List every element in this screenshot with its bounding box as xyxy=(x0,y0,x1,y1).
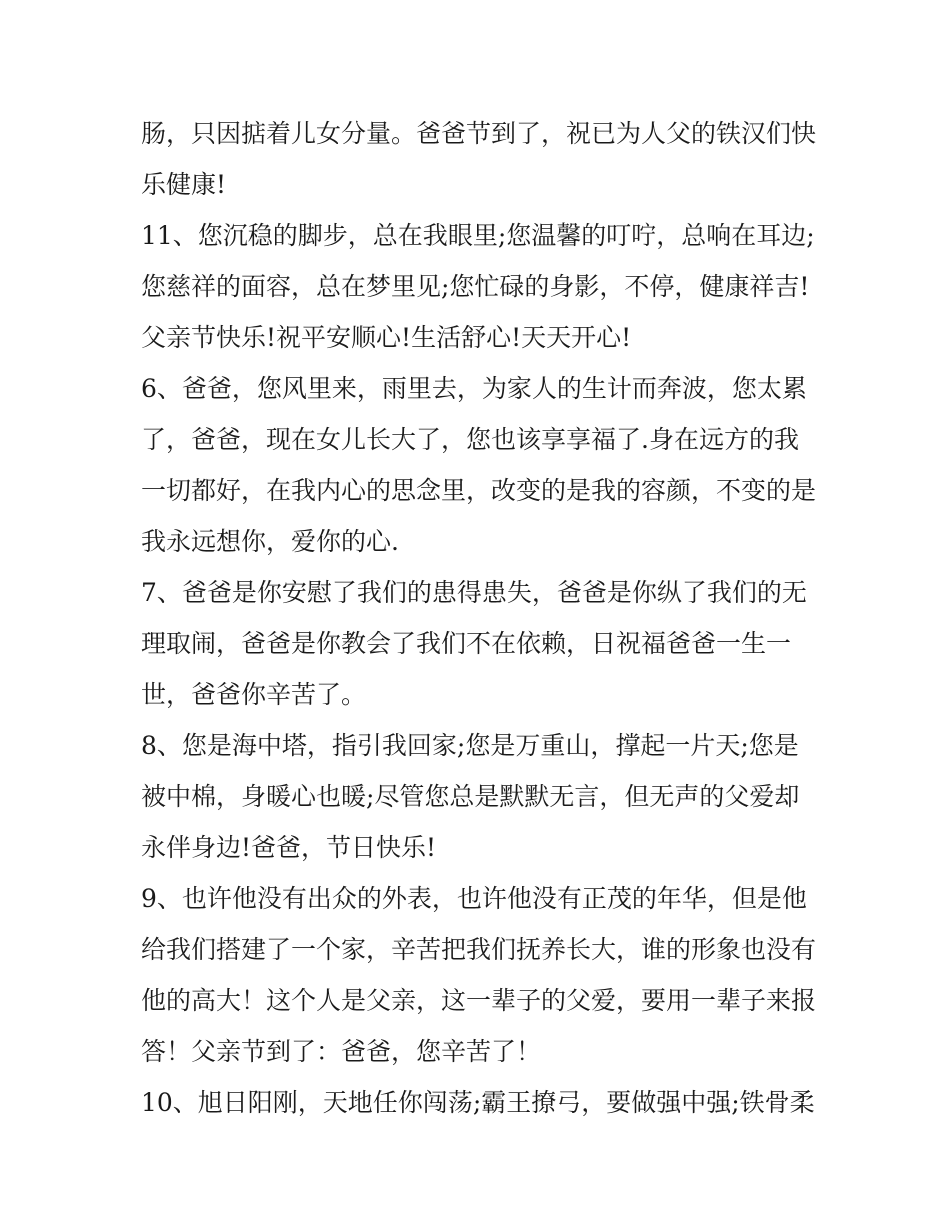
text-line: 9、也许他没有出众的外表，也许他没有正茂的年华，但是他 xyxy=(141,884,807,913)
text-line: 世，爸爸你辛苦了。 xyxy=(141,680,367,709)
text-line: 了，爸爸，现在女儿长大了，您也该享享福了.身在远方的我 xyxy=(141,425,799,454)
text-line: 乐健康! xyxy=(141,170,227,199)
text-line: 理取闹，爸爸是你教会了我们不在依赖，日祝福爸爸一生一 xyxy=(141,629,792,658)
text-line: 我永远想你，爱你的心. xyxy=(141,527,399,556)
text-line: 一切都好，在我内心的思念里，改变的是我的容颜，不变的是 xyxy=(141,476,817,505)
text-line: 7、爸爸是你安慰了我们的患得患失，爸爸是你纵了我们的无 xyxy=(141,578,807,607)
text-line: 被中棉，身暖心也暖;尽管您总是默默无言，但无声的父爱却 xyxy=(141,782,800,811)
text-line: 8、您是海中塔，指引我回家;您是万重山，撑起一片天;您是 xyxy=(141,731,799,760)
text-line: 肠，只因掂着儿女分量。爸爸节到了，祝已为人父的铁汉们快 xyxy=(141,119,817,148)
text-line: 永伴身边!爸爸，节日快乐! xyxy=(141,833,437,862)
text-line: 11、您沉稳的脚步，总在我眼里;您温馨的叮咛，总响在耳边; xyxy=(141,221,815,250)
text-line: 给我们搭建了一个家，辛苦把我们抚养长大，谁的形象也没有 xyxy=(141,935,817,964)
text-line: 10、旭日阳刚，天地任你闯荡;霸王撩弓，要做强中强;铁骨柔 xyxy=(141,1088,815,1117)
text-line: 父亲节快乐!祝平安顺心!生活舒心!天天开心! xyxy=(141,323,632,352)
text-line: 6、爸爸，您风里来，雨里去，为家人的生计而奔波，您太累 xyxy=(141,374,807,403)
body-text xyxy=(141,108,821,1128)
text-line: 答！父亲节到了：爸爸，您辛苦了！ xyxy=(141,1037,542,1066)
text-line: 您慈祥的面容，总在梦里见;您忙碌的身影，不停，健康祥吉! xyxy=(141,272,810,301)
text-line: 他的高大！这个人是父亲，这一辈子的父爱，要用一辈子来报 xyxy=(141,986,817,1015)
